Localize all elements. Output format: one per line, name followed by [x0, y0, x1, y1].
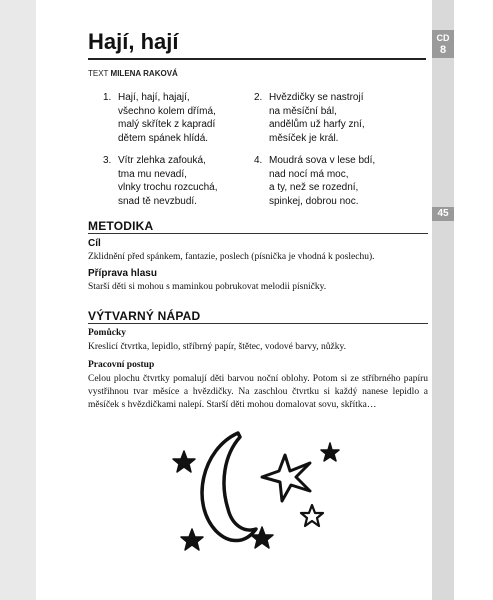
postup-text: Celou plochu čtvrtky pomalují děti barvou noční oblohy. Potom si ze stříbrného papíru vystřihnou tvar měsíce a hvězdičky. Na zaschlou čtvrtku si každý nanese lepidlo a měsíček s hvězdičkami nalepí. Starší děti mohou domalovat sovu, skřítka… — [88, 374, 428, 410]
margin-strip — [454, 0, 493, 600]
stanza-line: Hají, hají, hajají, — [118, 92, 190, 103]
cd-tab — [432, 30, 454, 58]
small-star — [301, 505, 323, 526]
moon-stars-illustration — [160, 425, 360, 560]
small-star — [173, 451, 195, 472]
author-line — [88, 69, 178, 78]
stanza-3 — [103, 154, 218, 208]
cil-text: Zklidnění před spánkem, fantazie, poslech (písnička je vhodná k poslechu). — [88, 252, 375, 262]
stanza-line: dětem spánek hlídá. — [118, 132, 209, 144]
stanza-line: Hvězdičky se nastrojí — [269, 92, 364, 103]
stanza-number: 1. — [103, 92, 112, 103]
priprava-label: Příprava hlasu — [88, 268, 157, 279]
section-rule — [88, 323, 428, 324]
small-star — [181, 529, 203, 550]
stanza-line: měsíček je král. — [269, 132, 339, 144]
author-name: MILENA RAKOVÁ — [110, 69, 178, 78]
stanza-line: na měsíční bál, — [269, 105, 337, 117]
stanza-line: Moudrá sova v lese bdí, — [269, 155, 376, 166]
stanza-number: 2. — [254, 92, 263, 103]
title-rule — [88, 58, 426, 60]
stanza-line: nad nocí má moc, — [269, 168, 349, 180]
page-number: 45 — [432, 207, 454, 221]
stanza-line: andělům už harfy zní, — [269, 119, 365, 130]
stanza-1 — [103, 91, 216, 145]
cd-label: CD — [436, 33, 450, 43]
stanza-2 — [254, 91, 365, 145]
stanza-line: tma mu nevadí, — [118, 168, 187, 180]
stanza-line: snad tě nevzbudí. — [118, 195, 197, 207]
stanza-4 — [254, 154, 376, 208]
stanza-line: Vítr zlehka zafouká, — [118, 155, 206, 166]
postup-label: Pracovní postup — [88, 360, 155, 370]
author-prefix: TEXT — [88, 69, 109, 78]
cd-number: 8 — [439, 44, 447, 56]
stanza-line: a ty, než se rozední, — [269, 182, 359, 193]
big-star — [262, 455, 310, 501]
small-star — [321, 443, 339, 461]
stanza-line: všechno kolem dřímá, — [118, 105, 216, 117]
priprava-text: Starší děti si mohou s maminkou pobrukovat melodii písničky. — [88, 282, 327, 292]
side-tab — [432, 0, 454, 600]
stanza-line: vlnky trochu rozcuchá, — [118, 182, 218, 193]
stanza-line: spinkej, dobrou noc. — [269, 195, 359, 207]
pomucky-label: Pomůcky — [88, 328, 126, 338]
metodika-heading: METODIKA — [88, 219, 154, 233]
pomucky-text: Kreslicí čtvrtka, lepidlo, stříbrný papír, štětec, vodové barvy, nůžky. — [88, 342, 346, 352]
crescent-moon — [202, 433, 256, 541]
song-title: Hají, hají — [88, 29, 179, 54]
stanza-number: 3. — [103, 155, 112, 166]
section-rule — [88, 233, 428, 234]
stanza-number: 4. — [254, 155, 263, 166]
vytvarny-heading: VÝTVARNÝ NÁPAD — [88, 309, 201, 323]
stanza-line: malý skřítek z kapradí — [118, 119, 216, 130]
cil-label: Cíl — [88, 238, 101, 249]
